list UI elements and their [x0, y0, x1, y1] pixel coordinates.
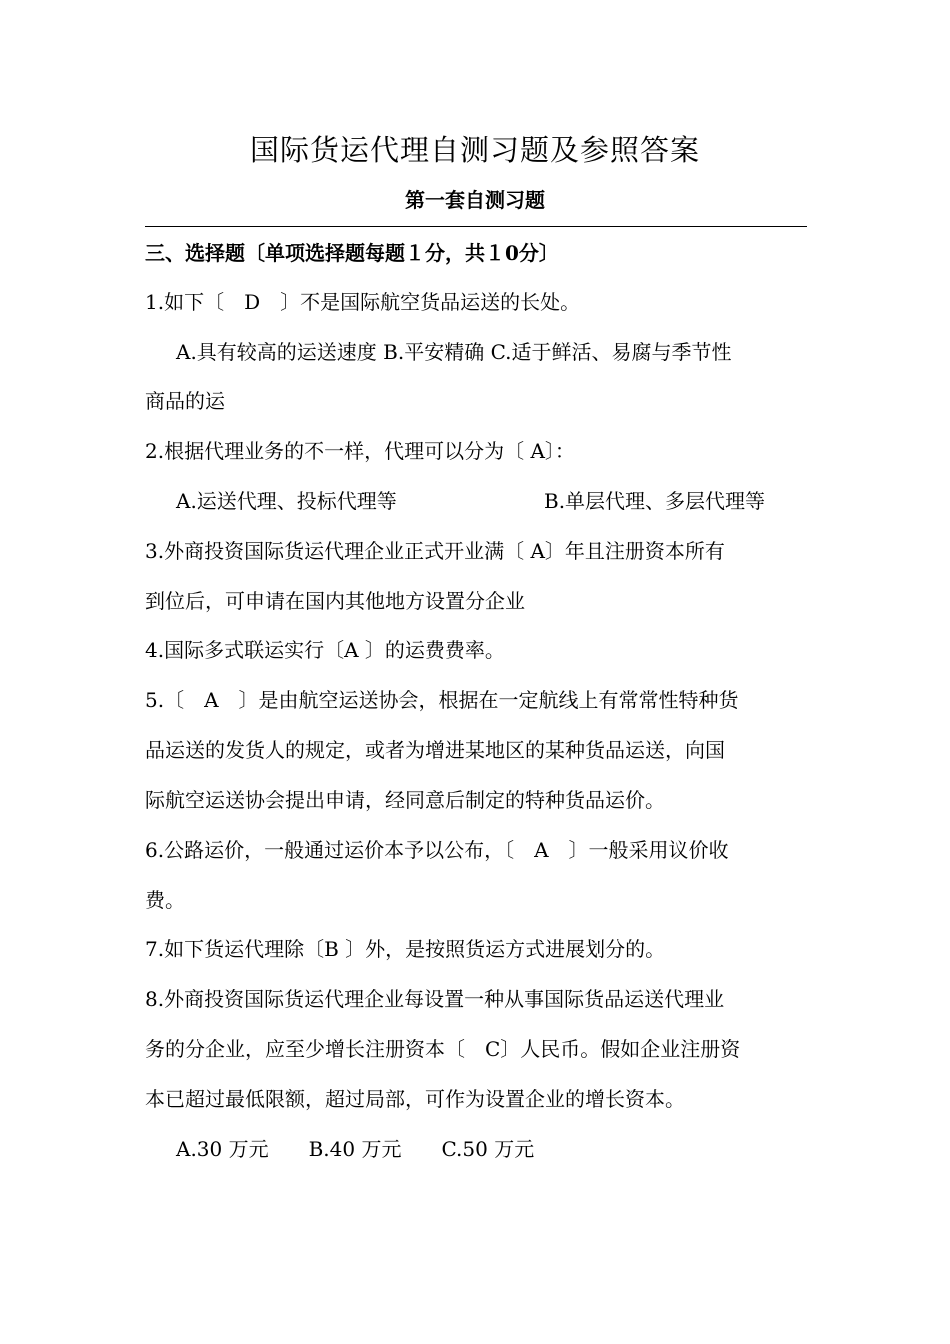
question-8-options: A.30 万元 B.40 万元 C.50 万元 [176, 1137, 535, 1161]
question-6-line-2: 费。 [145, 888, 185, 912]
question-7-line-1: 7.如下货运代理除〔B 〕外，是按照货运方式进展划分的。 [145, 937, 666, 961]
section-heading: 三、选择题〔单项选择题每题１分，共１0分〕 [145, 241, 559, 265]
question-3-line-2: 到位后，可申请在国内其他地方设置分企业 [145, 589, 525, 613]
question-8-line-1: 8.外商投资国际货运代理企业每设置一种从事国际货品运送代理业 [145, 987, 725, 1011]
question-2-option-b: B.单层代理、多层代理等 [544, 489, 766, 513]
title-divider [145, 226, 807, 227]
document-subtitle: 第一套自测习题 [405, 188, 545, 212]
question-5-line-2: 品运送的发货人的规定，或者为增进某地区的某种货品运送，向国 [145, 738, 725, 762]
question-4-line-1: 4.国际多式联运实行〔A 〕的运费费率。 [145, 638, 505, 662]
question-5-line-3: 际航空运送协会提出申请，经同意后制定的特种货品运价。 [145, 788, 665, 812]
question-2-stem: 2.根据代理业务的不一样，代理可以分为〔 A〕： [145, 439, 575, 463]
question-1-stem: 1.如下〔 D 〕不是国际航空货品运送的长处。 [145, 290, 581, 314]
question-1-options: A.具有较高的运送速度 B.平安精确 C.适于鲜活、易腐与季节性 [176, 340, 732, 364]
question-1-options-cont: 商品的运 [145, 389, 225, 413]
question-8-line-2: 务的分企业，应至少增长注册资本〔 C〕人民币。假如企业注册资 [145, 1037, 741, 1061]
question-8-line-3: 本已超过最低限额，超过局部，可作为设置企业的增长资本。 [145, 1087, 685, 1111]
question-3-line-1: 3.外商投资国际货运代理企业正式开业满〔 A〕年且注册资本所有 [145, 539, 725, 563]
question-6-line-1: 6.公路运价，一般通过运价本予以公布，〔 A 〕一般采用议价收 [145, 838, 729, 862]
question-2-option-a: A.运送代理、投标代理等 [176, 489, 397, 513]
question-5-line-1: 5.〔 A 〕是由航空运送协会，根据在一定航线上有常常性特种货 [145, 688, 739, 712]
document-title: 国际货运代理自测习题及参照答案 [249, 133, 700, 167]
